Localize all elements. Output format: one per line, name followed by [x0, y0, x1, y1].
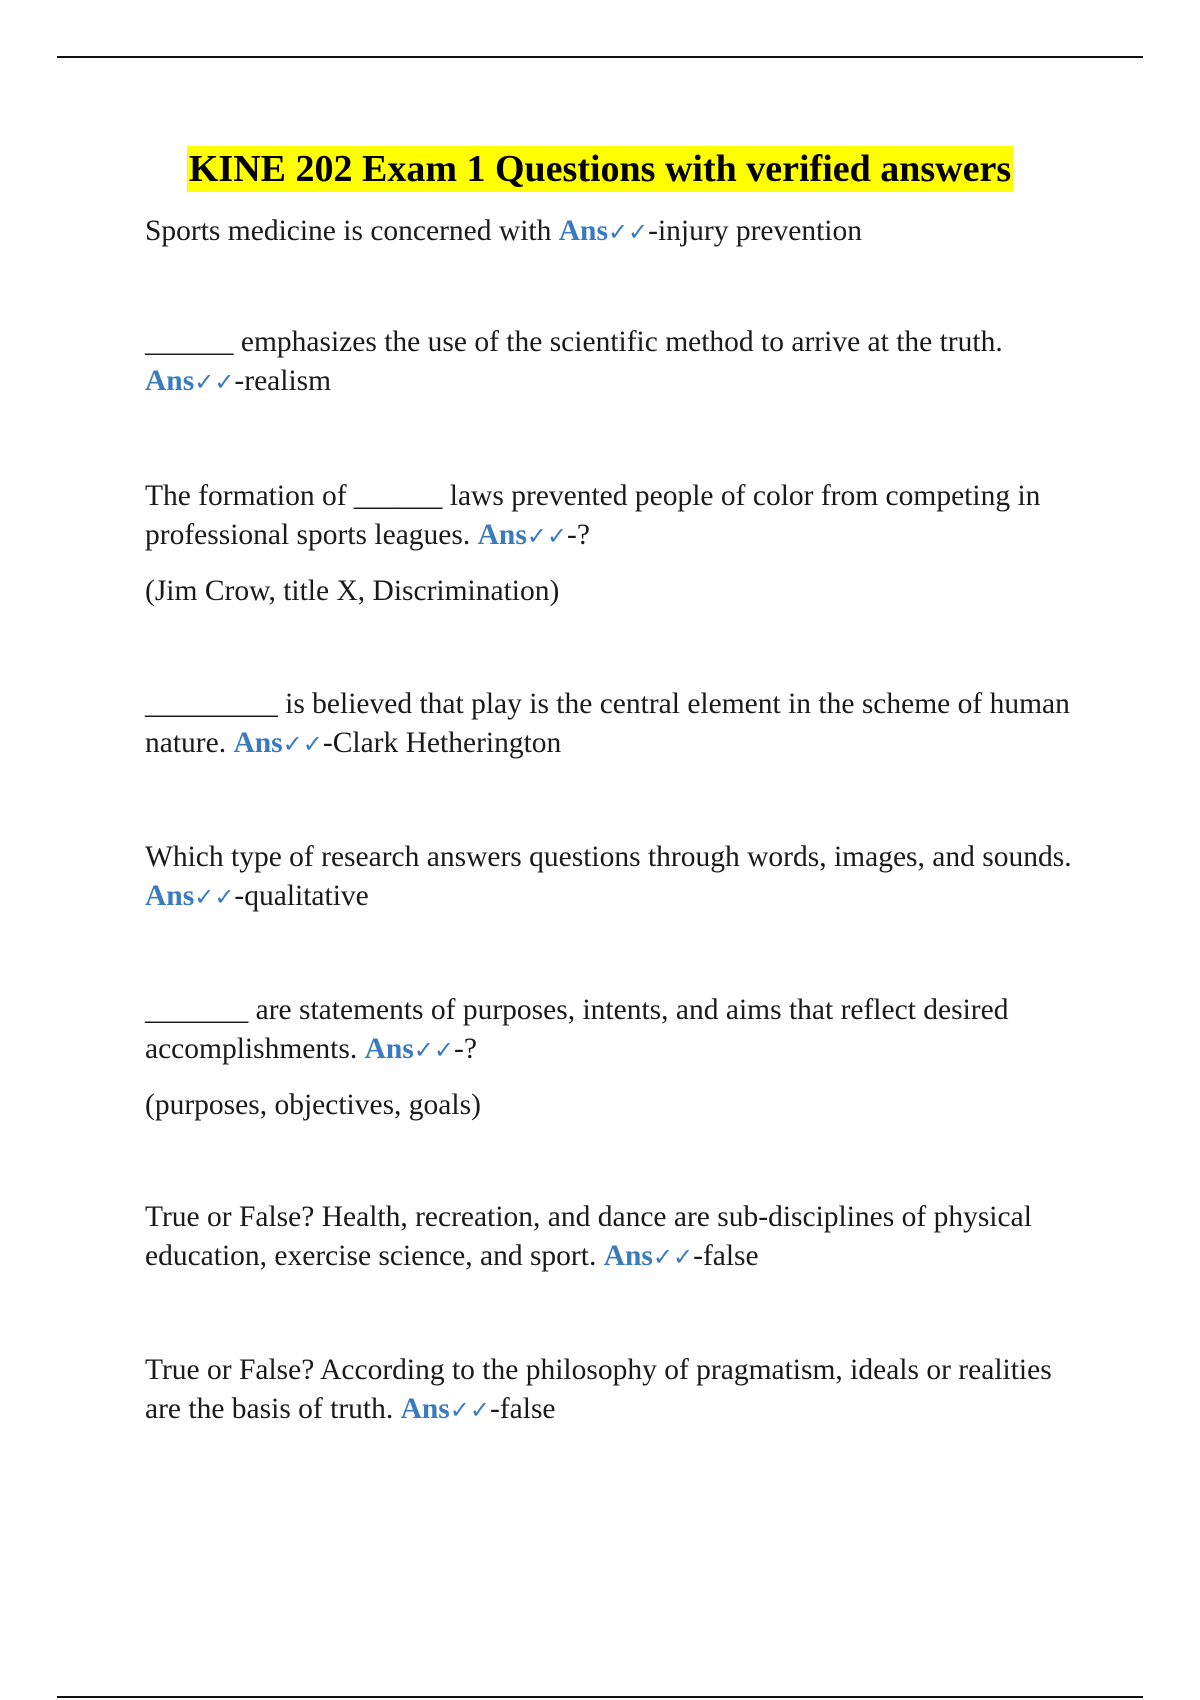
qa-text [145, 477, 1095, 556]
question-text: True or False? According to the philosophy of pragmatism, ideals or realities are the basis of truth. [145, 1354, 1052, 1425]
checkmark-icon: ✓✓ [194, 883, 235, 911]
answer-text: -qualitative [234, 880, 369, 912]
checkmark-icon: ✓✓ [282, 730, 323, 758]
answer-text: -false [693, 1240, 759, 1272]
qa-item-2 [145, 323, 1095, 402]
qa-text [145, 323, 1095, 402]
answer-label: Ans [145, 365, 195, 397]
answer-marker [604, 1240, 693, 1272]
qa-text [145, 212, 1095, 252]
question-text: _______ are statements of purposes, intents, and aims that reflect desired accomplishments. [145, 994, 1009, 1065]
answer-marker [233, 727, 322, 759]
qa-item-7 [145, 1198, 1095, 1277]
answer-text: -false [490, 1393, 556, 1425]
qa-text [145, 1198, 1095, 1277]
qa-item-4 [145, 685, 1095, 764]
bottom-rule [57, 1696, 1143, 1698]
checkmark-icon: ✓✓ [526, 522, 568, 550]
answer-text: -injury prevention [648, 215, 862, 247]
qa-text [145, 1351, 1095, 1430]
checkmark-icon: ✓✓ [194, 368, 235, 396]
answer-marker [145, 880, 234, 912]
answer-label: Ans [603, 1240, 653, 1272]
answer-marker [401, 1393, 490, 1425]
question-text: Which type of research answers questions through words, images, and sounds. [145, 841, 1072, 873]
qa-text [145, 685, 1095, 764]
answer-marker [478, 519, 567, 551]
checkmark-icon: ✓✓ [413, 1036, 454, 1064]
qa-item-1 [145, 212, 1095, 252]
answer-label: Ans [233, 727, 283, 759]
question-text: The formation of ______ laws prevented people of color from competing in professional sports leagues. [145, 480, 1041, 551]
answer-label: Ans [145, 880, 195, 912]
qa-item-3 [145, 477, 1095, 611]
qa-item-8 [145, 1351, 1095, 1430]
answer-marker [145, 365, 234, 397]
top-rule [57, 56, 1143, 58]
question-text: True or False? Health, recreation, and dance are sub-disciplines of physical education, exercise science, and sport. [145, 1201, 1032, 1272]
answer-marker [365, 1033, 454, 1065]
question-text: ______ emphasizes the use of the scientific method to arrive at the truth. [145, 326, 1003, 358]
answer-label: Ans [364, 1033, 414, 1065]
question-text: Sports medicine is concerned with [145, 215, 559, 247]
answer-label: Ans [400, 1393, 450, 1425]
answer-label: Ans [558, 215, 608, 247]
answer-text: -? [454, 1033, 477, 1065]
checkmark-icon: ✓✓ [652, 1243, 694, 1271]
answer-text: -? [567, 519, 590, 551]
title-container [0, 146, 1200, 192]
qa-item-5 [145, 838, 1095, 917]
checkmark-icon: ✓✓ [607, 218, 649, 246]
answer-label: Ans [477, 519, 527, 551]
document-title: KINE 202 Exam 1 Questions with verified answers [188, 148, 1012, 190]
qa-item-6 [145, 991, 1095, 1125]
qa-text [145, 991, 1095, 1070]
question-text: _________ is believed that play is the central element in the scheme of human nature. [145, 688, 1070, 759]
answer-options: (Jim Crow, title X, Discrimination) [145, 575, 560, 607]
answer-text: -Clark Hetherington [322, 727, 562, 759]
answer-options: (purposes, objectives, goals) [145, 1089, 481, 1121]
answer-text: -realism [234, 365, 332, 397]
checkmark-icon: ✓✓ [449, 1396, 491, 1424]
answer-marker [559, 215, 648, 247]
qa-text [145, 838, 1095, 917]
